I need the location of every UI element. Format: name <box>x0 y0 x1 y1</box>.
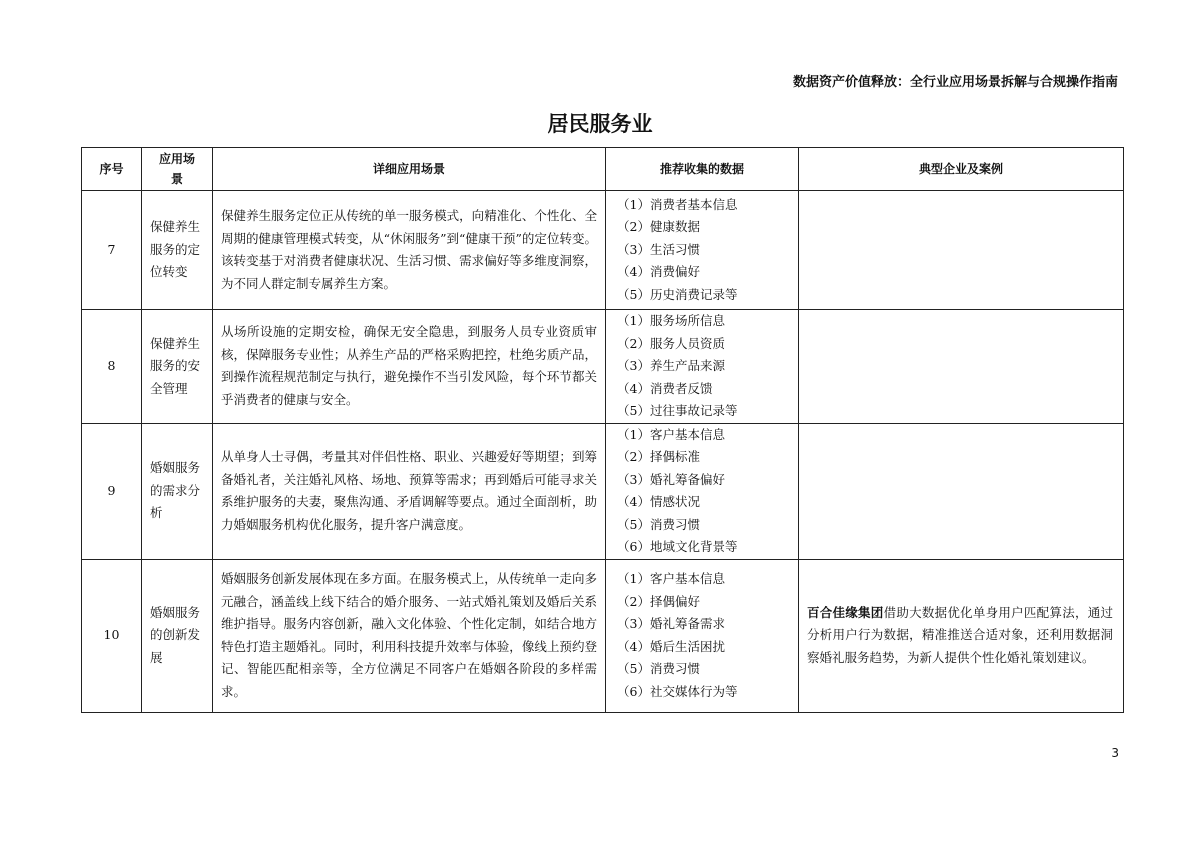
data-item: （1）消费者基本信息 <box>617 196 738 212</box>
row-number: 8 <box>82 310 142 424</box>
row-detail: 婚姻服务创新发展体现在多方面。在服务模式上，从传统单一走向多元融合，涵盖线上线下结合的婚介服务、一站式婚礼策划及婚后关系维护指导。服务内容创新，融入文化体验、个性化定制，如结合地方特色打造主题婚礼。同时，利用科技提升效率与体验，像线上预约登记、智能匹配相亲等，全方位满足不同客户在婚姻各阶段的多样需求。 <box>213 559 606 712</box>
data-item: （5）消费习惯 <box>617 516 700 532</box>
page-number: 3 <box>1111 746 1119 760</box>
data-item: （3）婚礼筹备偏好 <box>617 471 725 487</box>
row-scene: 婚姻服务的创新发展 <box>142 559 213 712</box>
table-row <box>82 423 1124 559</box>
table-row <box>82 310 1124 424</box>
col-header-data: 推荐收集的数据 <box>606 148 799 191</box>
data-item: （2）择偶偏好 <box>617 593 700 609</box>
scenario-table <box>81 147 1124 713</box>
row-data-list <box>606 310 799 424</box>
data-item: （3）婚礼筹备需求 <box>617 616 725 631</box>
col-header-no: 序号 <box>82 148 142 191</box>
table-header-row <box>82 148 1124 191</box>
data-item: （3）生活习惯 <box>617 241 700 257</box>
row-data-list <box>606 559 799 712</box>
data-item: （4）消费者反馈 <box>617 380 713 396</box>
row-scene: 婚姻服务的需求分析 <box>142 423 213 559</box>
row-number: 9 <box>82 423 142 559</box>
data-item: （1）客户基本信息 <box>617 571 725 586</box>
data-item: （1）服务场所信息 <box>617 313 725 328</box>
table-row <box>82 559 1124 712</box>
page-title: 居民服务业 <box>547 112 653 136</box>
data-item: （5）历史消费记录等 <box>617 286 738 302</box>
data-item: （4）婚后生活困扰 <box>617 638 725 654</box>
row-case <box>799 423 1124 559</box>
data-item: （5）消费习惯 <box>617 661 700 676</box>
data-item: （4）消费偏好 <box>617 264 700 280</box>
row-data-list <box>606 423 799 559</box>
case-text: 借助大数据优化单身用户匹配算法，通过分析用户行为数据，精准推送合适对象，还利用数据洞察婚礼服务趋势，为新人提供个性化婚礼策划建议。 <box>807 604 1113 665</box>
col-header-scene: 应用场景 <box>142 148 213 191</box>
data-item: （6）地域文化背景等 <box>617 539 738 554</box>
row-scene: 保健养生服务的安全管理 <box>142 310 213 424</box>
row-detail: 保健养生服务定位正从传统的单一服务模式，向精准化、个性化、全周期的健康管理模式转变，从“休闲服务”到“健康干预”的定位转变。该转变基于对消费者健康状况、生活习惯、需求偏好等多维度洞察，为不同人群定制专属养生方案。 <box>213 191 606 310</box>
row-case <box>799 310 1124 424</box>
row-detail: 从单身人士寻偶，考量其对伴侣性格、职业、兴趣爱好等期望；到筹备婚礼者，关注婚礼风格、场地、预算等需求；再到婚后可能寻求关系维护服务的夫妻，聚焦沟通、矛盾调解等要点。通过全面剖析，助力婚姻服务机构优化服务，提升客户满意度。 <box>213 423 606 559</box>
row-case <box>799 191 1124 310</box>
col-header-detail: 详细应用场景 <box>213 148 606 191</box>
data-item: （6）社交媒体行为等 <box>617 683 738 699</box>
row-scene: 保健养生服务的定位转变 <box>142 191 213 310</box>
data-item: （1）客户基本信息 <box>617 426 725 442</box>
case-company: 百合佳缘集团 <box>807 604 884 620</box>
data-item: （4）情感状况 <box>617 494 700 509</box>
row-case <box>799 559 1124 712</box>
row-data-list <box>606 191 799 310</box>
data-item: （2）健康数据 <box>617 219 700 235</box>
data-item: （3）养生产品来源 <box>617 358 725 373</box>
document-header: 数据资产价值释放：全行业应用场景拆解与合规操作指南 <box>792 75 1118 90</box>
row-number: 10 <box>82 559 142 712</box>
data-item: （2）服务人员资质 <box>617 335 725 351</box>
row-detail: 从场所设施的定期安检，确保无安全隐患，到服务人员专业资质审核，保障服务专业性；从养生产品的严格采购把控，杜绝劣质产品，到操作流程规范制定与执行，避免操作不当引发风险，每个环节都关乎消费者的健康与安全。 <box>213 310 606 424</box>
row-number: 7 <box>82 191 142 310</box>
data-item: （2）择偶标准 <box>617 449 700 464</box>
col-header-case: 典型企业及案例 <box>799 148 1124 191</box>
table-row <box>82 191 1124 310</box>
data-item: （5）过往事故记录等 <box>617 403 738 418</box>
